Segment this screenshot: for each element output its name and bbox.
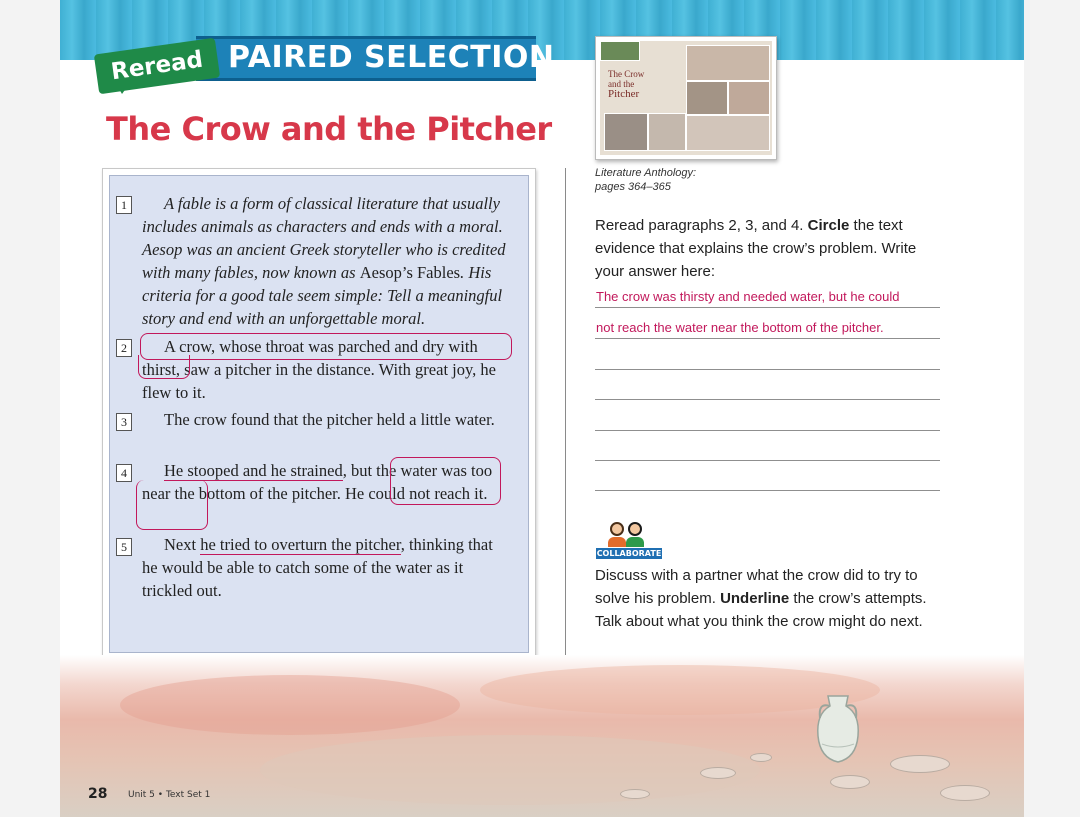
collaborate-badge (596, 520, 662, 560)
paragraph-2-text: A crow, whose throat was parched and dry with thirst, saw a pitcher in the distance. With great joy, he flew to it. (142, 337, 496, 402)
paragraph-number: 1 (116, 196, 132, 214)
paragraph-3-text: The crow found that the pitcher held a little water. (164, 410, 495, 429)
answer-rule[interactable] (595, 369, 940, 370)
paragraph-number: 5 (116, 538, 132, 556)
pebble (940, 785, 990, 801)
underline-annotation: he tried to overturn the pitcher (200, 535, 401, 554)
reread-prompt: Reread paragraphs 2, 3, and 4. Circle the text evidence that explains the crow’s problem. Write your answer here: (595, 217, 917, 280)
answer-line-2: not reach the water near the bottom of the pitcher. (596, 320, 884, 335)
paragraph-5-text-c: , thinking that he would be able to catch some of the water as it trickled out. (142, 535, 493, 600)
workbook-page (60, 0, 1024, 817)
answer-rule[interactable] (595, 490, 940, 491)
answer-rule (595, 307, 940, 308)
paragraph-number: 4 (116, 464, 132, 482)
reread-tab: Reread (94, 38, 220, 95)
left-margin (0, 0, 60, 817)
thumbnail-page (600, 41, 772, 155)
pebble (830, 775, 870, 789)
paragraph-3 (142, 408, 512, 431)
circle-annotation (140, 333, 512, 360)
right-margin (1024, 0, 1080, 817)
circle-annotation (138, 355, 190, 379)
paragraph-1-text-c: . His criteria for a good tale seem simple: Tell a meaningful story and end with an unforgettable moral. (142, 263, 503, 328)
paragraph-number: 3 (116, 413, 132, 431)
paragraph-1 (142, 192, 512, 330)
kid-icon (610, 522, 624, 536)
circle-annotation (136, 480, 208, 530)
circle-annotation (390, 457, 501, 505)
paragraph-number: 2 (116, 339, 132, 357)
answer-rule[interactable] (595, 460, 940, 461)
paragraph-5 (142, 533, 512, 602)
collaborate-label: COLLABORATE (596, 549, 662, 558)
pitcher-icon (812, 692, 864, 764)
unit-label: Unit 5 • Text Set 1 (128, 790, 211, 800)
pebble (890, 755, 950, 773)
anthology-thumbnail (595, 36, 777, 160)
thumbnail-title: The Crow and the Pitcher (608, 69, 645, 100)
answer-rule[interactable] (595, 399, 940, 400)
collaborate-prompt: Discuss with a partner what the crow did to try to solve his problem. Underline the crow’s attempts. Talk about what you think the crow might do next. (595, 567, 927, 630)
pebble (700, 767, 736, 779)
anthology-caption: Literature Anthology: pages 364–365 (595, 167, 697, 193)
page-title: The Crow and the Pitcher (106, 110, 552, 148)
answer-rule (595, 338, 940, 339)
page-number: 28 (88, 786, 108, 802)
paragraph-5-text-a: Next (164, 535, 201, 554)
paragraph-4-text: , but the water was too near the bottom of the pitcher. He could not reach it. (142, 461, 493, 503)
column-divider (565, 168, 566, 658)
book-title: Aesop’s Fables (359, 263, 461, 282)
answer-rule[interactable] (595, 430, 940, 431)
paragraph-1-text-a: A fable is a form of classical literature that usually includes animals as characters and ends with a moral. Aesop was an ancient Greek storyteller who is credited with many fables, now known as (142, 194, 506, 282)
pebble (750, 753, 772, 762)
underline-annotation: He stooped and he strained (164, 461, 343, 480)
answer-line-1: The crow was thirsty and needed water, but he could (596, 289, 900, 304)
kid-icon (628, 522, 642, 536)
pebble (620, 789, 650, 799)
section-label: PAIRED SELECTION (228, 40, 555, 75)
